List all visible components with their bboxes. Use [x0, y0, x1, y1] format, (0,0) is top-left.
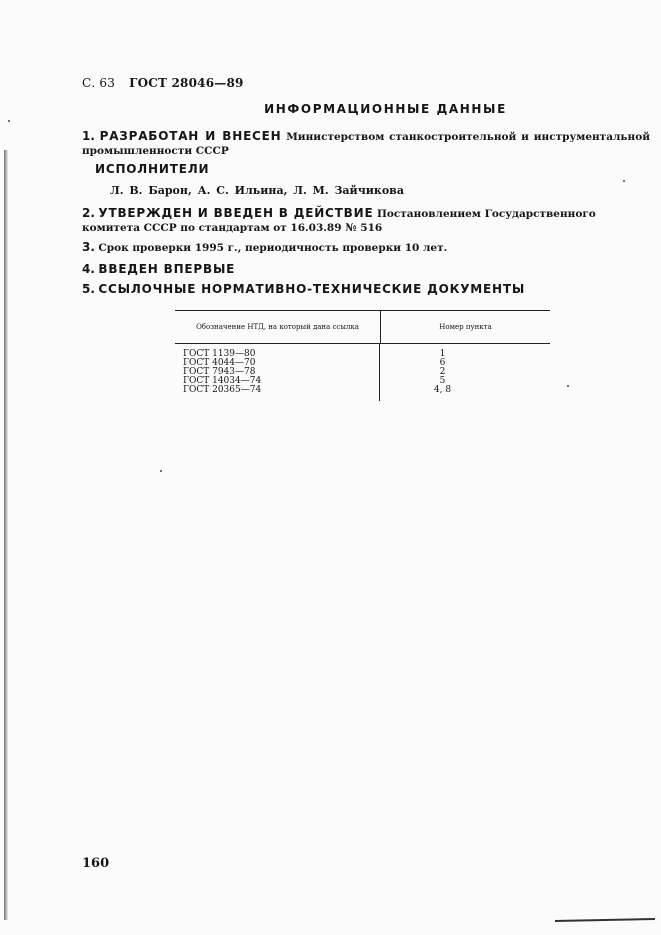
- item-1: [82, 129, 650, 158]
- scan-edge-shadow: [4, 150, 8, 920]
- document-column: [175, 344, 380, 401]
- item-text: Постановлением Государственного комитета СССР по стандартам от 16.03.89 № 516: [82, 208, 596, 234]
- table-cell-point: 2: [439, 367, 446, 377]
- page-number: 160: [82, 856, 110, 871]
- item-5: [82, 282, 650, 297]
- item-4: [82, 262, 650, 277]
- item-number: 1.: [82, 129, 95, 143]
- table-cell-doc: ГОСТ 14034—74: [183, 376, 262, 386]
- scan-speck: [160, 470, 162, 472]
- table-header: [175, 311, 550, 344]
- references-table: [175, 310, 550, 401]
- table-cell-doc: ГОСТ 4044—70: [183, 358, 256, 368]
- column-header-point: Номер пункта: [439, 323, 492, 331]
- item-text: Министерством станкостроительной и инструментальной промышленности СССР: [82, 131, 651, 157]
- item-heading: ВВЕДЕН ВПЕРВЫЕ: [98, 262, 236, 276]
- column-header-document: Обозначение НТД, на который дана ссылка: [175, 311, 381, 343]
- item-heading: УТВЕРЖДЕН И ВВЕДЕН В ДЕЙСТВИЕ: [98, 206, 374, 220]
- item-text: Срок проверки 1995 г., периодичность проверки 10 лет.: [98, 242, 448, 254]
- item-number: 2.: [82, 206, 95, 220]
- page-title: ИНФОРМАЦИОННЫЕ ДАННЫЕ: [264, 102, 507, 116]
- table-cell-point: 4, 8: [433, 385, 452, 395]
- standard-number: ГОСТ 28046—89: [129, 76, 244, 90]
- item-number: 3.: [82, 240, 95, 254]
- table-cell-point: 5: [439, 376, 446, 386]
- point-column: [380, 344, 550, 401]
- table-cell-doc: ГОСТ 7943—78: [183, 367, 256, 377]
- table-cell-point: 1: [439, 349, 446, 359]
- table-body: [175, 344, 550, 401]
- table-cell-doc: ГОСТ 1139—80: [183, 349, 256, 359]
- scan-edge-bottom: [555, 918, 655, 922]
- table-cell-point: 6: [439, 358, 446, 368]
- page-label: С. 63: [82, 76, 116, 90]
- page-header: [82, 76, 244, 90]
- scan-speck: [567, 385, 569, 387]
- item-number: 5.: [82, 282, 95, 296]
- table-cell-doc: ГОСТ 20365—74: [183, 385, 262, 395]
- item-number: 4.: [82, 262, 95, 276]
- item-2: [82, 206, 650, 235]
- executors-names: Л. В. Барон, А. С. Ильина, Л. М. Зайчикова: [110, 184, 404, 197]
- item-heading: РАЗРАБОТАН И ВНЕСЕН: [99, 129, 282, 143]
- scan-speck: [623, 180, 625, 182]
- item-3: [82, 240, 650, 255]
- executors-heading: ИСПОЛНИТЕЛИ: [95, 162, 210, 176]
- scan-speck: [8, 120, 10, 122]
- item-heading: ССЫЛОЧНЫЕ НОРМАТИВНО-ТЕХНИЧЕСКИЕ ДОКУМЕНТЫ: [98, 282, 526, 296]
